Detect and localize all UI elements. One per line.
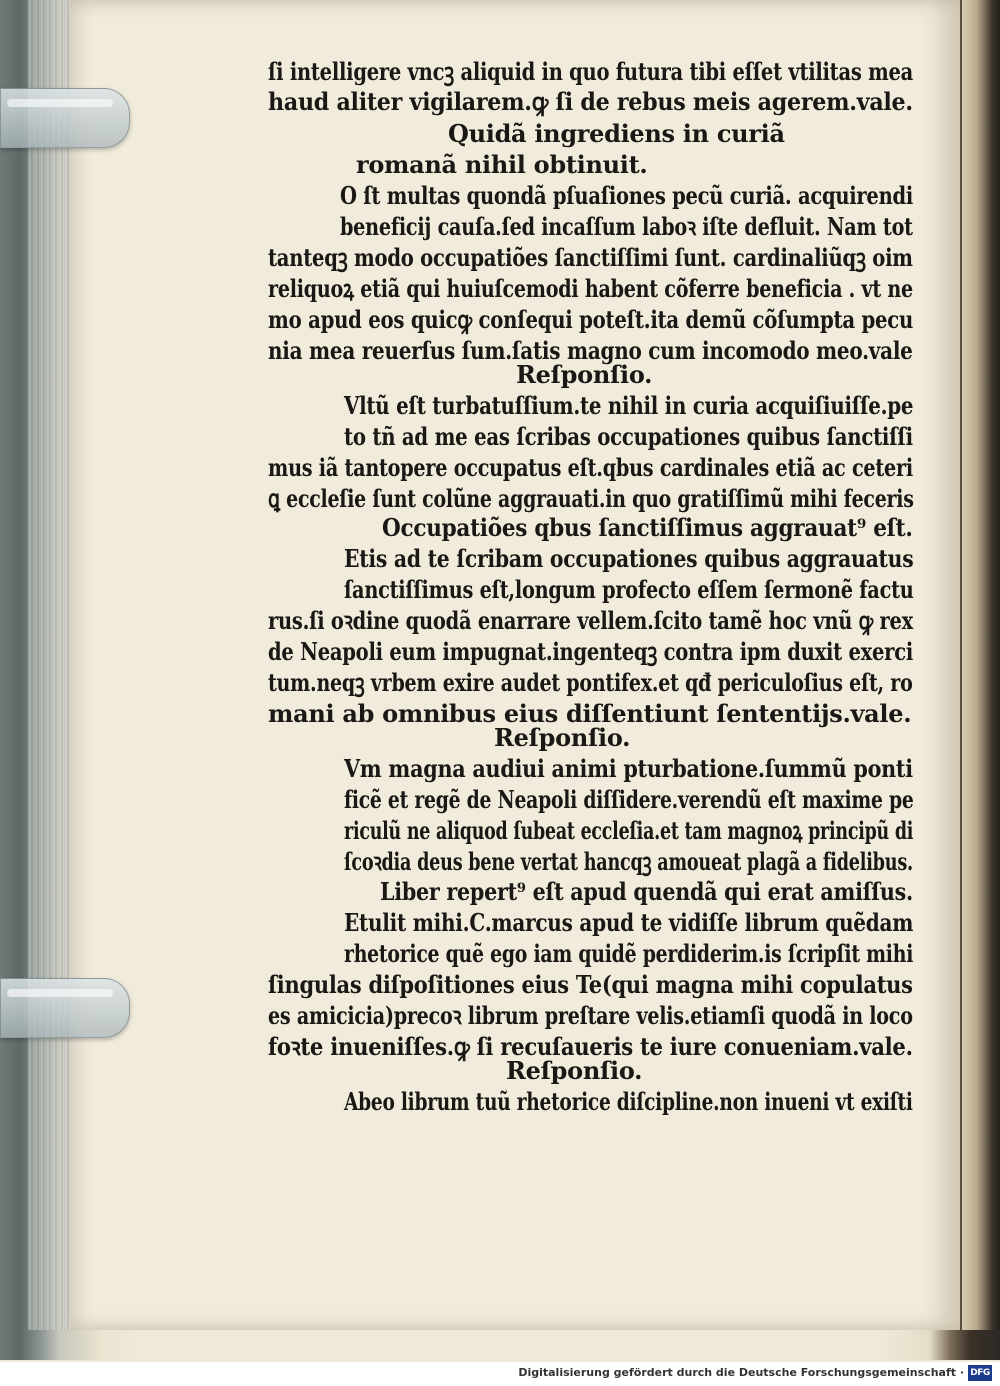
text-line: ſanctiſſimus eſt,longum profecto eſſem ſermonẽ factu xyxy=(344,575,914,604)
text-line: tanteqꝫ modo occupatiões ſanctiſſimi ſunt. cardinaliũqꝫ oim xyxy=(268,243,913,272)
text-line: mo apud eos quicꝙ conſequi poteſt.ita demũ cõſumpta pecu xyxy=(268,305,914,334)
text-line: ſcoꝛdia deus bene vertat hancqꝫ amoueat plagã a fidelibus. xyxy=(344,847,913,876)
clip-highlight xyxy=(7,99,113,107)
facing-page-edge xyxy=(962,0,1000,1330)
text-line: ꝗ eccleſie ſunt colũne aggrauati.in quo gratiſſimũ mihi feceris xyxy=(268,484,914,513)
text-line: ſingulas diſpoſitiones eius Te(qui magna mihi copulatus xyxy=(268,970,913,999)
funding-credit: Digitalisierung gefördert durch die Deutsche Forschungsgemeinschaft · xyxy=(518,1366,964,1379)
text-line: to tñ ad me eas ſcribas occupationes quibus ſanctiſſi xyxy=(344,422,913,451)
text-line: tum.neqꝫ vrbem exire audet pontifex.et qđ periculoſius eſt, ro xyxy=(268,668,913,697)
section-heading: romanã nihil obtinuit. xyxy=(356,150,648,179)
page-clip-top xyxy=(0,88,130,148)
text-line: reliquoꝝ etiã qui huiuſcemodi habent cõferre beneficia . vt ne xyxy=(268,274,913,303)
text-line: nia mea reuerſus ſum.ſatis magno cum incomodo meo.vale xyxy=(268,336,913,365)
text-line: ſi intelligere vncꝫ aliquid in quo futura tibi eſſet vtilitas mea xyxy=(268,57,914,86)
text-line: foꝛte inueniſſes.ꝙ ſi recuſaueris te iure conueniam.vale. xyxy=(268,1032,913,1061)
text-line: Etis ad te ſcribam occupationes quibus aggrauatus xyxy=(344,544,914,573)
text-line: beneficij cauſa.ſed incaſſum laboꝛ iſte defluit. Nam tot xyxy=(340,212,913,241)
page-clip-bottom xyxy=(0,978,130,1038)
text-line: O ſt multas quondã pſuaſiones pecũ curiã. acquirendi xyxy=(340,181,914,210)
text-line: mani ab omnibus eius diſſentiunt ſententijs.vale. xyxy=(268,699,912,728)
clip-highlight xyxy=(7,989,113,997)
text-line: rhetorice quẽ ego iam quidẽ perdiderim.is ſcripſit mihi xyxy=(344,939,914,968)
response-heading: Reſponſio. xyxy=(516,360,653,389)
section-heading: Occupatiões qbus ſanctiſſimus aggrauat⁹ eſt. xyxy=(382,513,913,542)
text-line: Vltũ eſt turbatuſſium.te nihil in curia acquiſiuiſſe.pe xyxy=(344,391,914,420)
text-line: ficẽ et regẽ de Neapoli diſſidere.verendũ eſt maxime pe xyxy=(344,785,914,814)
dfg-logo: DFG xyxy=(968,1365,992,1381)
response-heading: Reſponſio. xyxy=(494,723,631,752)
response-heading: Reſponſio. xyxy=(506,1056,643,1085)
text-line: mus iã tantopere occupatus eſt.qbus cardinales etiã ac ceteri xyxy=(268,453,913,482)
digitization-footer xyxy=(0,1362,1000,1386)
text-line: haud aliter vigilarem.ꝙ ſi de rebus meis agerem.vale. xyxy=(268,87,913,116)
section-heading: Liber repert⁹ eſt apud quendã qui erat amiſſus. xyxy=(380,877,913,906)
text-line: riculũ ne aliquod ſubeat eccleſia.et tam magnoꝝ principũ di xyxy=(344,816,914,845)
text-block xyxy=(268,56,913,1116)
section-heading: Quidã ingrediens in curiã xyxy=(448,119,785,148)
text-line: Abeo librum tuũ rhetorice diſcipline.non inueni vt exiſti xyxy=(344,1087,913,1116)
text-line: rus.ſi oꝛdine quodã enarrare vellem.ſcito tamẽ hoc vnũ ꝙ rex xyxy=(268,606,913,635)
text-line: de Neapoli eum impugnat.ingenteqꝫ contra ipm duxit exerci xyxy=(268,637,914,666)
text-line: es amicicia)precoꝛ librum preſtare velis.etiamſi quodã in loco xyxy=(268,1001,913,1030)
text-line: Etulit mihi.C.marcus apud te vidiſſe librum quẽdam xyxy=(344,908,914,937)
text-line: Vm magna audiui animi pturbatione.ſummũ ponti xyxy=(344,754,913,783)
